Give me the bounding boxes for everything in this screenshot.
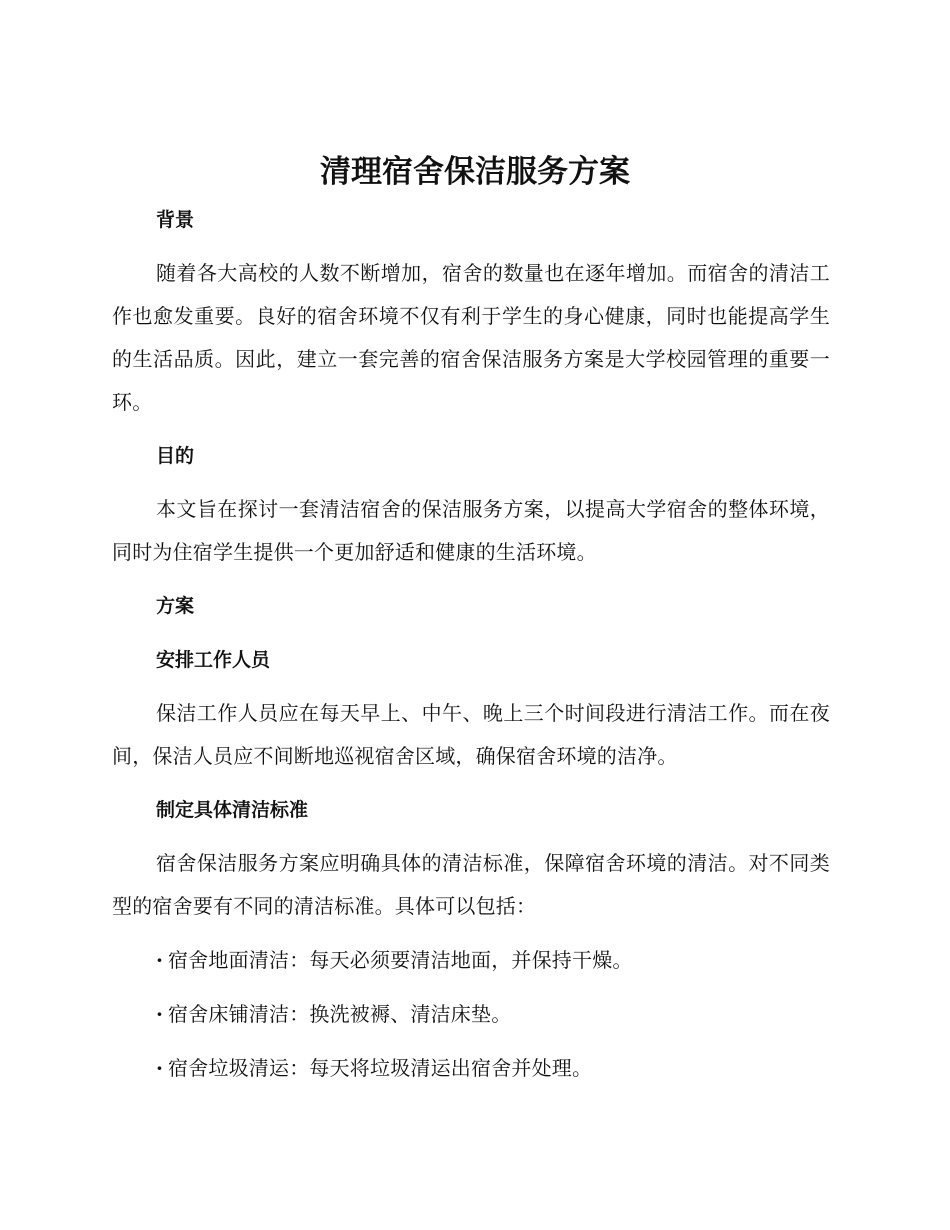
section-heading-background: 背景: [156, 209, 195, 231]
subsection-heading-standards: 制定具体清洁标准: [156, 799, 309, 821]
list-item: [112, 1046, 830, 1090]
bullet-icon: ·: [156, 1056, 164, 1080]
list-item: [112, 938, 830, 982]
document-title: 清理宿舍保洁服务方案: [320, 154, 630, 190]
list-item-text: 宿舍床铺清洁：换洗被褥、清洁床垫。: [168, 1002, 512, 1026]
subsection-heading-staffing: 安排工作人员: [156, 649, 271, 671]
paragraph-purpose: 本文旨在探讨一套清洁宿舍的保洁服务方案，以提高大学宿舍的整体环境，同时为住宿学生提供一个更加舒适和健康的生活环境。: [112, 497, 830, 564]
list-item-text: 宿舍地面清洁：每天必须要清洁地面，并保持干燥。: [168, 948, 633, 972]
section-heading-purpose: 目的: [156, 445, 195, 467]
bullet-icon: ·: [156, 1002, 164, 1026]
paragraph-staffing: 保洁工作人员应在每天早上、中午、晚上三个时间段进行清洁工作。而在夜间，保洁人员应不间断地巡视宿舍区域，确保宿舍环境的洁净。: [112, 701, 830, 768]
paragraph-background: 随着各大高校的人数不断增加，宿舍的数量也在逐年增加。而宿舍的清洁工作也愈发重要。良好的宿舍环境不仅有利于学生的身心健康，同时也能提高学生的生活品质。因此，建立一套完善的宿舍保洁服务方案是大学校园管理的重要一环。: [112, 261, 830, 414]
list-item-text: 宿舍垃圾清运：每天将垃圾清运出宿舍并处理。: [168, 1056, 593, 1080]
section-heading-plan: 方案: [156, 595, 195, 617]
bullet-icon: ·: [156, 948, 164, 972]
list-item: [112, 992, 830, 1036]
paragraph-standards: 宿舍保洁服务方案应明确具体的清洁标准，保障宿舍环境的清洁。对不同类型的宿舍要有不同的清洁标准。具体可以包括：: [112, 851, 830, 918]
document-body: [112, 198, 830, 1100]
